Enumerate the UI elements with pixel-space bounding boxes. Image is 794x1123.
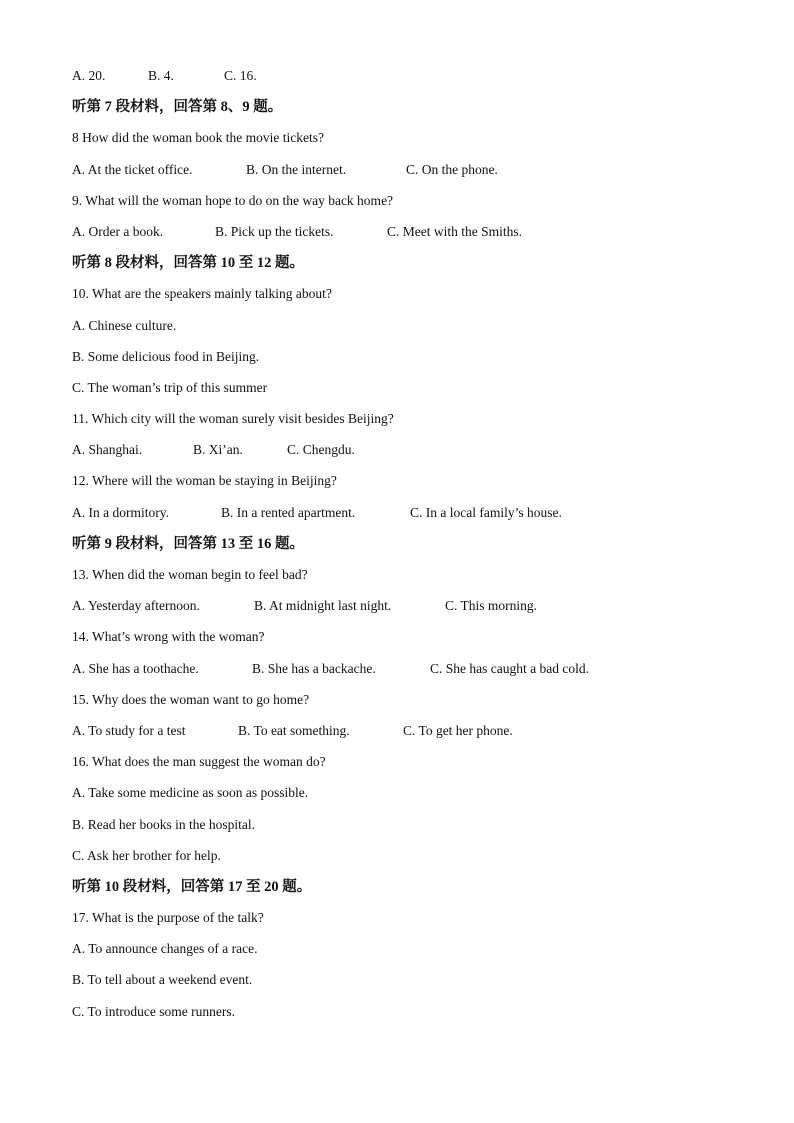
section-heading: 听第 10 段材料，回答第 17 至 20 题。: [72, 878, 312, 895]
answer-option: A. Chinese culture.: [72, 317, 177, 333]
option-b: B. She has a backache.: [252, 660, 376, 676]
question-text: 14. What’s wrong with the woman?: [72, 629, 265, 645]
answer-option: B. Some delicious food in Beijing.: [72, 348, 260, 364]
option-b: B. 4.: [148, 68, 174, 83]
answer-options: [72, 160, 752, 191]
option-b: B. At midnight last night.: [254, 598, 392, 614]
question-text: 16. What does the man suggest the woman do?: [72, 754, 326, 770]
question-text: 15. Why does the woman want to go home?: [72, 691, 310, 707]
answer-option: C. Ask her brother for help.: [72, 847, 221, 863]
answer-option: A. Take some medicine as soon as possible.: [72, 785, 309, 801]
answer-option: C. The woman’s trip of this summer: [72, 379, 268, 395]
question-text: 12. Where will the woman be staying in Beijing?: [72, 473, 337, 489]
question-text: 13. When did the woman begin to feel bad?: [72, 567, 308, 582]
question-text: 8 How did the woman book the movie tickets?: [72, 130, 324, 146]
section-heading: 听第 9 段材料，回答第 13 至 16 题。: [72, 535, 304, 552]
answer-options: [72, 503, 752, 534]
section-heading: 听第 7 段材料，回答第 8、9 题。: [72, 99, 283, 116]
option-c: C. Chengdu.: [287, 442, 355, 458]
option-a: A. Shanghai.: [72, 442, 143, 458]
option-c: C. This morning.: [445, 598, 538, 614]
option-c: C. In a local family’s house.: [410, 504, 562, 520]
answer-option: A. To announce changes of a race.: [72, 941, 258, 957]
option-b: B. On the internet.: [246, 161, 347, 177]
option-b: B. In a rented apartment.: [221, 504, 356, 520]
option-a: A. She has a toothache.: [72, 660, 199, 676]
option-b: B. Pick up the tickets.: [215, 223, 334, 239]
answer-options: [72, 440, 752, 471]
option-c: C. 16.: [224, 68, 257, 83]
option-b: B. To eat something.: [238, 722, 350, 738]
option-a: A. To study for a test: [72, 722, 186, 738]
option-a: A. At the ticket office.: [72, 161, 193, 177]
answer-options: [72, 659, 752, 690]
answer-options: [72, 596, 752, 627]
answer-options: [72, 222, 752, 253]
question-text: 9. What will the woman hope to do on the way back home?: [72, 192, 394, 208]
exam-page: [72, 66, 752, 1033]
answer-options: [72, 66, 752, 97]
option-c: C. Meet with the Smiths.: [387, 223, 522, 239]
option-c: C. To get her phone.: [403, 722, 513, 738]
answer-options: [72, 721, 752, 752]
option-c: C. On the phone.: [406, 161, 498, 177]
option-c: C. She has caught a bad cold.: [430, 660, 589, 676]
option-a: A. 20.: [72, 68, 106, 83]
answer-option: C. To introduce some runners.: [72, 1003, 236, 1019]
answer-option: B. Read her books in the hospital.: [72, 816, 255, 832]
question-text: 11. Which city will the woman surely visit besides Beijing?: [72, 411, 394, 427]
answer-option: B. To tell about a weekend event.: [72, 972, 253, 988]
option-b: B. Xi’an.: [193, 442, 243, 458]
option-a: A. Yesterday afternoon.: [72, 598, 200, 614]
option-a: A. Order a book.: [72, 223, 164, 239]
option-a: A. In a dormitory.: [72, 504, 169, 520]
section-heading: 听第 8 段材料，回答第 10 至 12 题。: [72, 255, 304, 272]
question-text: 17. What is the purpose of the talk?: [72, 910, 264, 926]
question-text: 10. What are the speakers mainly talking about?: [72, 286, 332, 302]
